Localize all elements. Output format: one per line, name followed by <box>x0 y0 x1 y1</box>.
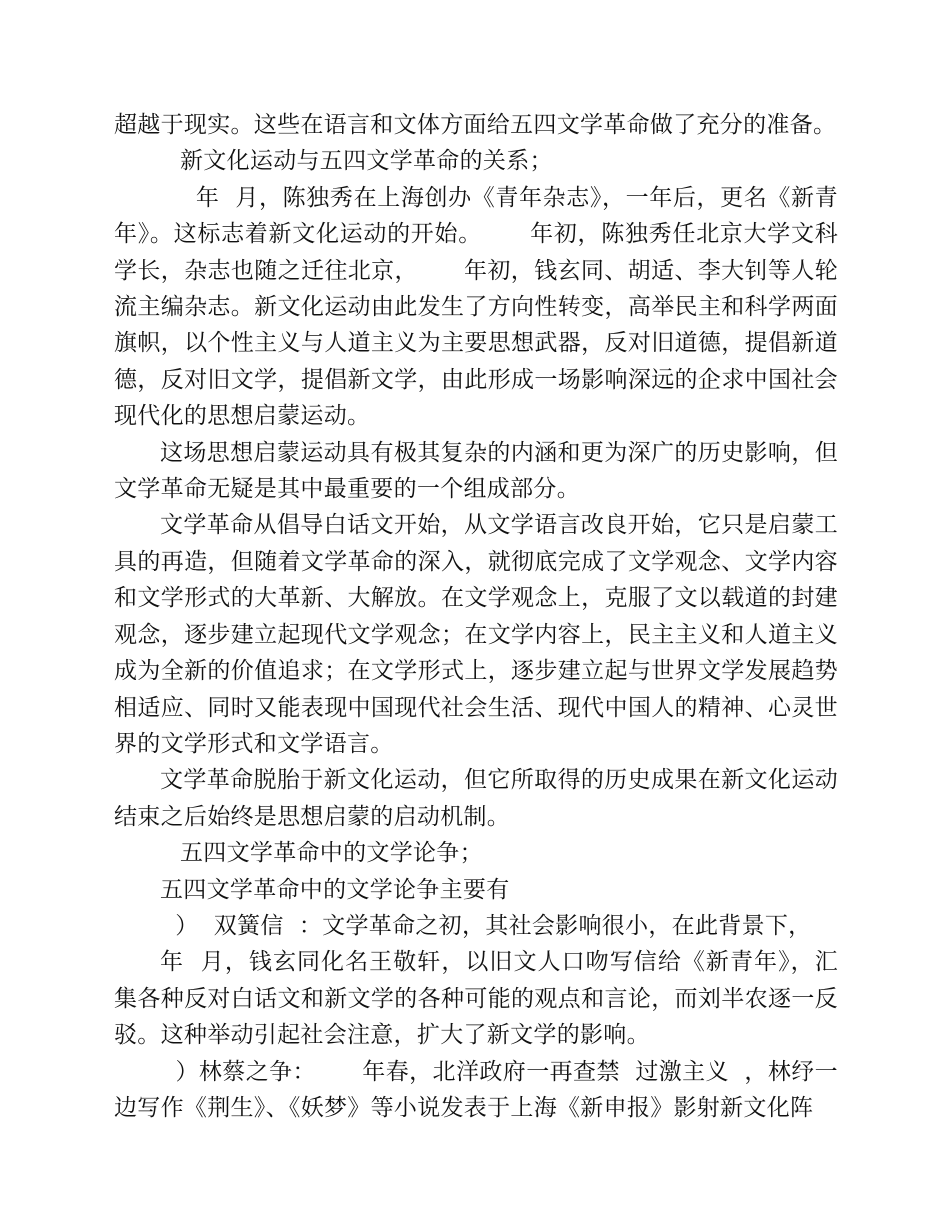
list-item: ）林蔡之争： 年春，北洋政府一再查禁 过激主义 ，林纾一边写作《荆生》、《妖梦》等小说发表于上海《新申报》影射新文化阵 <box>114 1058 838 1121</box>
paragraph: 五四文学革命中的文学论争主要有 <box>160 876 510 903</box>
paragraph: 年 月，陈独秀在上海创办《青年杂志》，一年后，更名《新青年》。这标志着新文化运动的开始。 年初，陈独秀任北京大学文科学长，杂志也随之迁往北京， 年初，钱玄同、胡适、李大钊等人轮流主编杂志。新文化运动由此发生了方向性转变，高举民主和科学两面旗帜，以个性主义与人道主义为主要思想武器，反对旧道德，提倡新道德，反对旧文学，提倡新文学，由此形成一场影响深远的企求中国社会现代化的思想启蒙运动。 <box>114 184 838 430</box>
paragraph: 年 月，钱玄同化名王敬轩，以旧文人口吻写信给《新青年》，汇集各种反对白话文和新文学的各种可能的观点和言论，而刘半农逐一反驳。这种举动引起社会注意，扩大了新文学的影响。 <box>114 949 838 1049</box>
paragraph: 文学革命从倡导白话文开始，从文学语言改良开始，它只是启蒙工具的再造，但随着文学革命的深入，就彻底完成了文学观念、文学内容和文学形式的大革新、大解放。在文学观念上，克服了文以载道的封建观念，逐步建立起现代文学观念；在文学内容上，民主主义和人道主义成为全新的价值追求；在文学形式上，逐步建立起与世界文学发展趋势相适应、同时又能表现中国现代社会生活、现代中国人的精神、心灵世界的文学形式和文学语言。 <box>114 512 838 757</box>
paragraph: 超越于现实。这些在语言和文体方面给五四文学革命做了充分的准备。 <box>114 112 837 138</box>
section-heading: 新文化运动与五四文学革命的关系； <box>180 148 553 175</box>
paragraph: 这场思想启蒙运动具有极其复杂的内涵和更为深广的历史影响，但文学革命无疑是其中最重要的一个组成部分。 <box>114 439 838 503</box>
document-body <box>114 107 838 1126</box>
list-item: ） 双簧信 ：文学革命之初，其社会影响很小，在此背景下， <box>160 912 812 939</box>
paragraph: 文学革命脱胎于新文化运动，但它所取得的历史成果在新文化运动结束之后始终是思想启蒙的启动机制。 <box>114 767 838 830</box>
section-heading: 五四文学革命中的文学论争； <box>180 840 483 867</box>
